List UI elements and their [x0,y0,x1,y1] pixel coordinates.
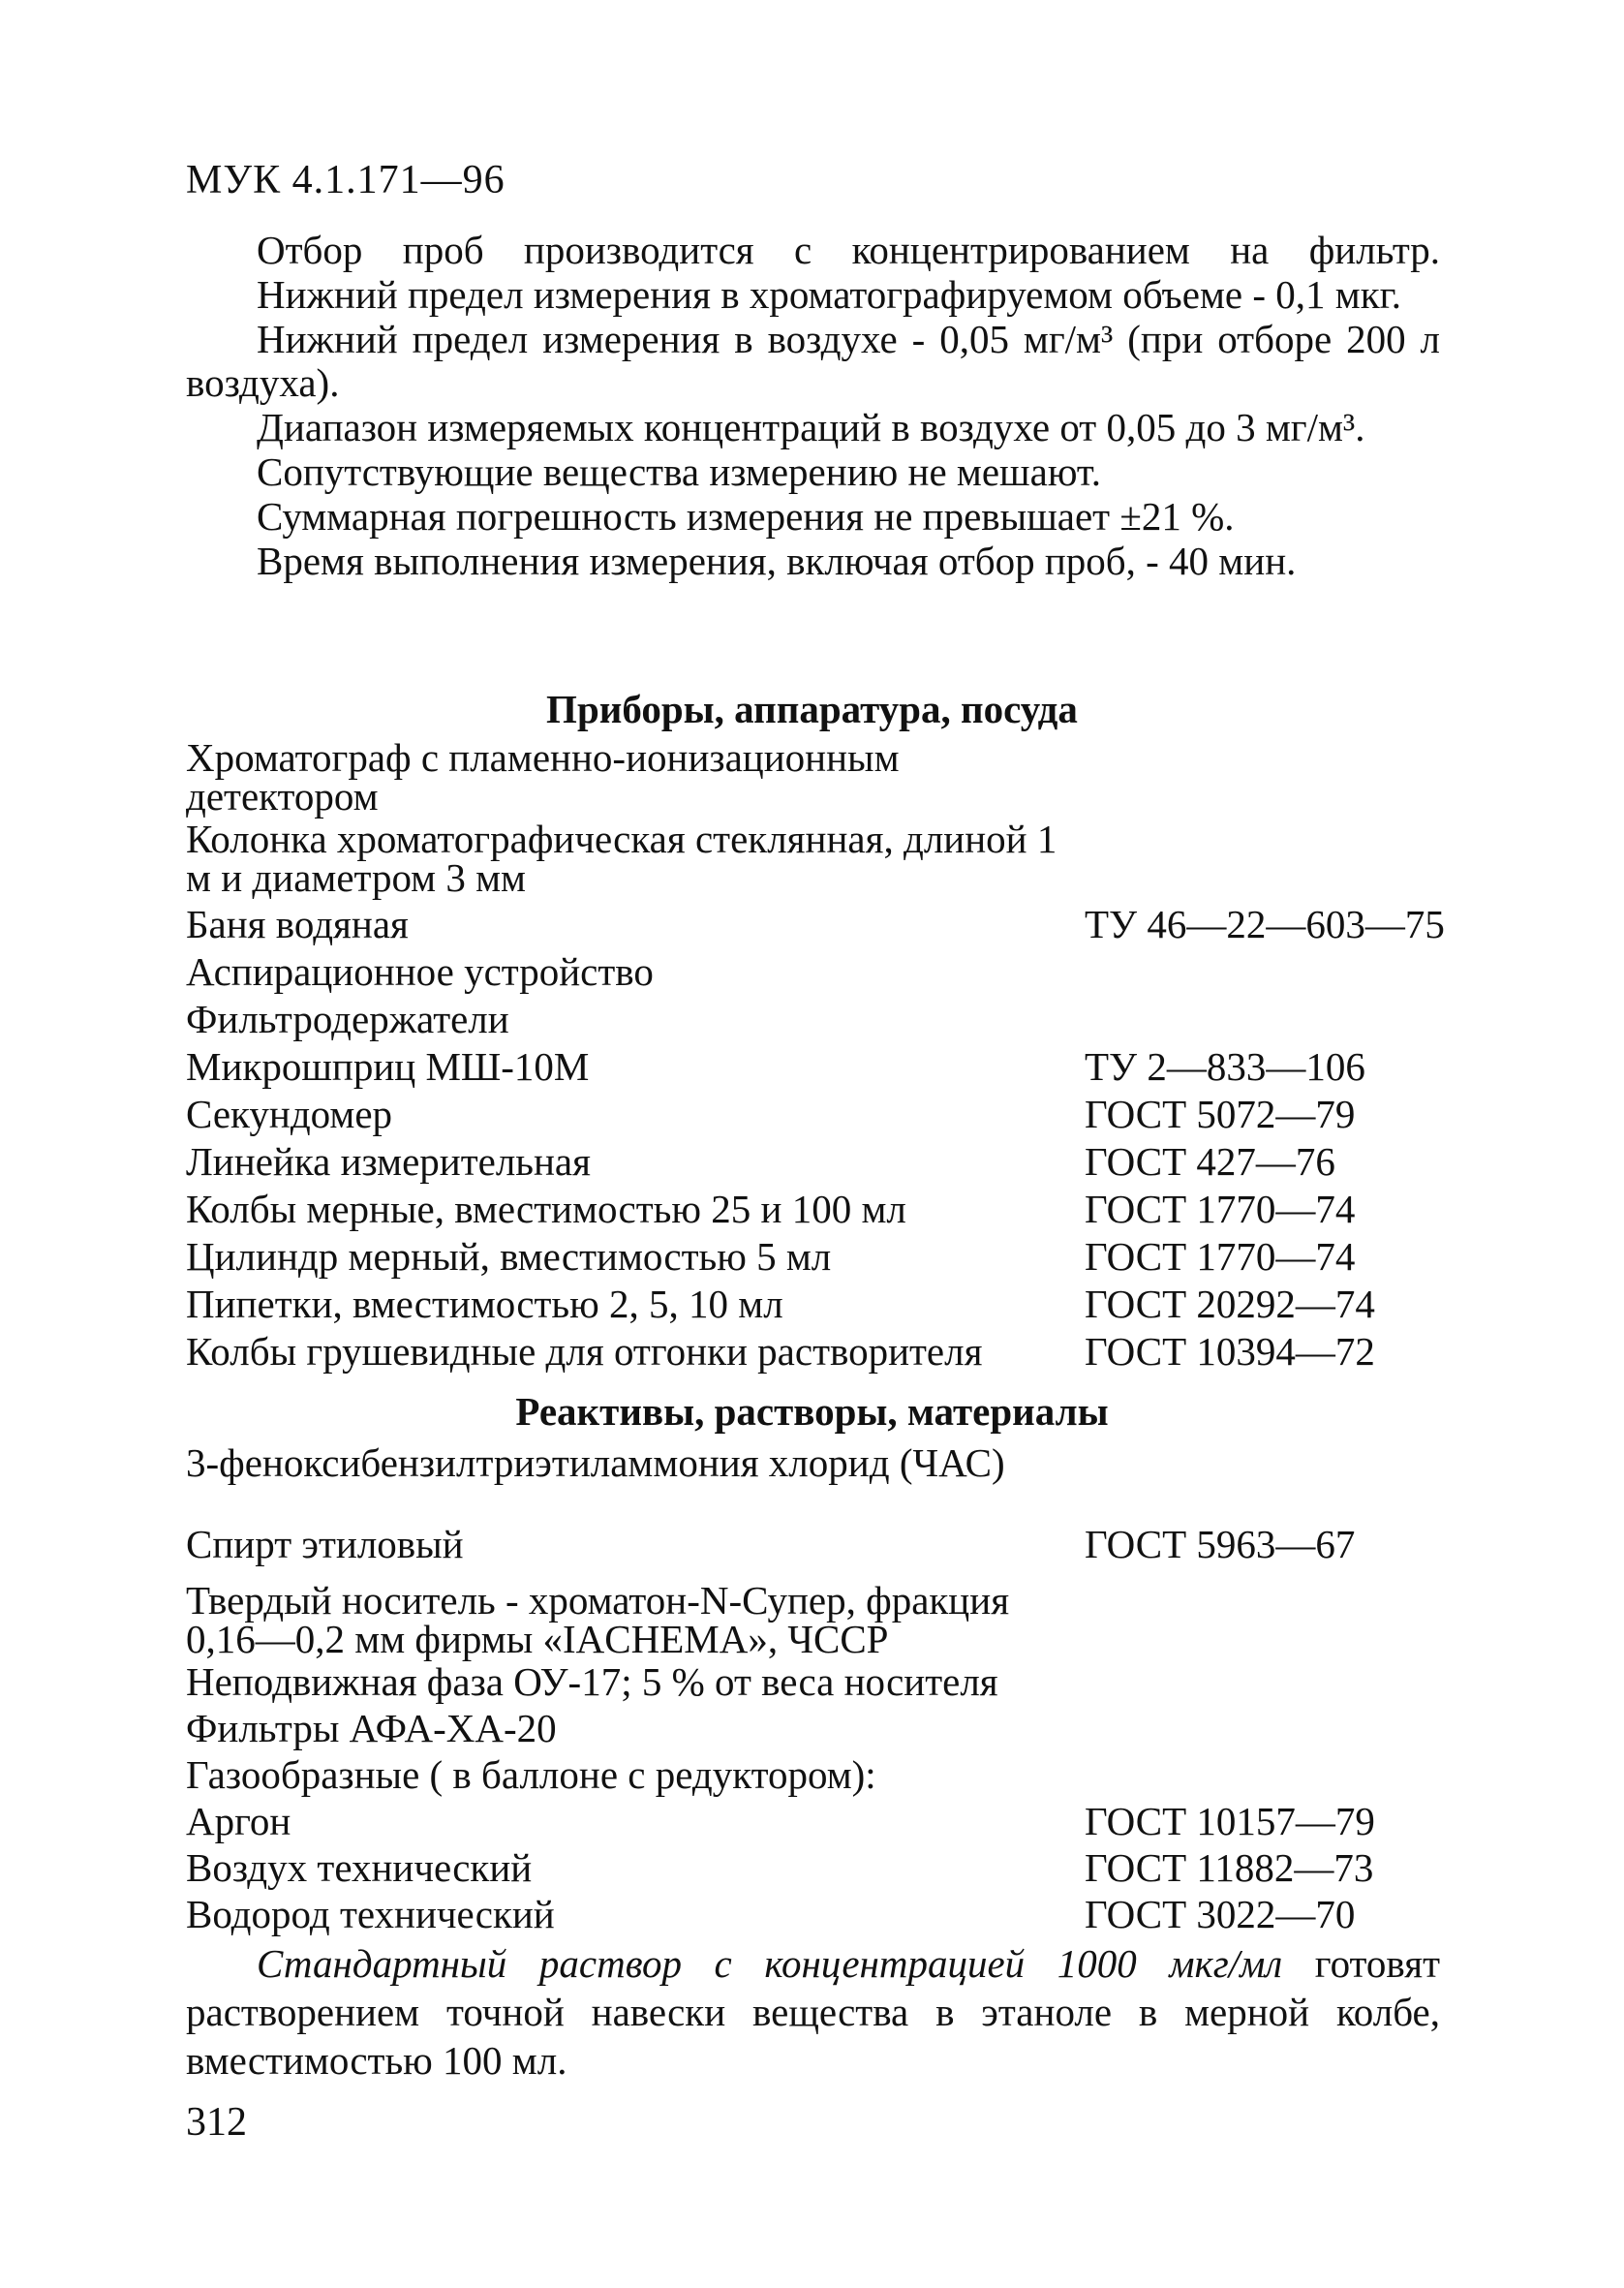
equipment-row [186,819,1445,905]
equipment-code: ТУ 2—833—106 [1085,1044,1365,1089]
equipment-name: Фильтродержатели [186,997,509,1041]
reagent-row [186,1522,1445,1581]
equipment-name: Колбы мерные, вместимостью 25 и 100 мл [186,1187,906,1231]
reagent-name: Спирт этиловый [186,1522,464,1566]
reagent-row [186,1799,1445,1848]
equipment-name: Аспирационное устройство [186,949,654,994]
equipment-code: ГОСТ 427—76 [1085,1139,1335,1184]
reagent-name: Неподвижная фаза ОУ-17; 5 % от веса носителя [186,1659,998,1704]
outro-rest: готовят растворением точной навески вещества в этаноле в мерной колбе, вместимостью 100 мл. [186,1941,1440,2083]
equipment-section-title: Приборы, аппаратура, посуда [546,687,1078,731]
standard-solution-paragraph [186,1939,1440,2085]
equipment-name: Секундомер [186,1092,393,1136]
reagent-row [186,1845,1445,1895]
reagents-list [186,1440,1445,1941]
equipment-row [186,949,1445,1000]
intro-paragraph: Нижний предел измерения в воздухе - 0,05 мг/м³ (при отборе 200 л воздуха). [186,317,1440,405]
equipment-name: Хроматограф с пламенно-ионизационным детектором [186,735,900,819]
equipment-row [186,1187,1445,1237]
outro-text [186,1939,1440,2085]
reagent-row [186,1578,1445,1662]
reagent-name: Твердый носитель - хроматон-N-Супер, фракция 0,16—0,2 мм фирмы «IACHEMA», ЧССР [186,1578,1010,1661]
document-header: МУК 4.1.171—96 [186,158,506,202]
equipment-code: ГОСТ 1770—74 [1085,1234,1356,1279]
reagent-name: Аргон [186,1799,291,1843]
intro-paragraph: Диапазон измеряемых концентраций в воздухе от 0,05 до 3 мг/м³. [257,405,1365,449]
reagent-name: Водород технический [186,1892,555,1936]
equipment-list [186,735,1445,1379]
reagent-code: ГОСТ 3022—70 [1085,1892,1356,1936]
equipment-code: ГОСТ 10394—72 [1085,1329,1375,1374]
equipment-row [186,1044,1445,1095]
reagent-row [186,1706,1445,1755]
equipment-name: Баня водяная [186,902,409,946]
reagent-row [186,1659,1445,1709]
reagent-row [186,1440,1445,1525]
reagents-section-title: Реактивы, растворы, материалы [515,1389,1109,1434]
reagent-code: ГОСТ 11882—73 [1085,1845,1374,1890]
reagent-name: Газообразные ( в баллоне с редуктором): [186,1752,876,1797]
outro-italic: Стандартный раствор с концентрацией 1000 мкг/мл [257,1941,1283,1986]
reagent-code: ГОСТ 10157—79 [1085,1799,1375,1843]
reagent-code: ГОСТ 5963—67 [1085,1522,1356,1566]
equipment-row [186,902,1445,952]
reagent-name: Фильтры АФА-ХА-20 [186,1706,557,1750]
equipment-row [186,1329,1445,1379]
equipment-code: ГОСТ 20292—74 [1085,1282,1375,1326]
equipment-code: ГОСТ 1770—74 [1085,1187,1356,1231]
intro-block [186,229,1440,583]
equipment-name: Колонка хроматографическая стеклянная, длиной 1 м и диаметром 3 мм [186,817,1057,900]
intro-paragraph: Отбор проб производится с концентрированием на фильтр. [257,228,1440,272]
equipment-row [186,1139,1445,1190]
reagent-row [186,1752,1445,1802]
equipment-row [186,997,1445,1047]
equipment-code: ТУ 46—22—603—75 [1085,902,1445,946]
equipment-row [186,735,1445,819]
equipment-row [186,1092,1445,1142]
equipment-name: Пипетки, вместимостью 2, 5, 10 мл [186,1282,783,1326]
equipment-name: Линейка измерительная [186,1139,591,1184]
intro-paragraph: Время выполнения измерения, включая отбор проб, - 40 мин. [257,539,1297,583]
intro-paragraph: Сопутствующие вещества измерению не мешают. [257,449,1101,494]
reagent-row [186,1892,1445,1941]
intro-paragraph: Нижний предел измерения в хроматографируемом объеме - 0,1 мкг. [257,272,1402,317]
equipment-name: Цилиндр мерный, вместимостью 5 мл [186,1234,832,1279]
intro-paragraph: Суммарная погрешность измерения не превышает ±21 %. [257,494,1235,539]
equipment-row [186,1284,1445,1332]
equipment-code: ГОСТ 5072—79 [1085,1092,1356,1136]
page-number: 312 [186,2100,247,2145]
equipment-name: Микрошприц МШ-10М [186,1044,590,1089]
equipment-row [186,1234,1445,1284]
reagent-name: 3-феноксибензилтриэтиламмония хлорид (ЧАС) [186,1440,1005,1485]
reagent-name: Воздух технический [186,1845,533,1890]
equipment-name: Колбы грушевидные для отгонки растворителя [186,1329,983,1374]
